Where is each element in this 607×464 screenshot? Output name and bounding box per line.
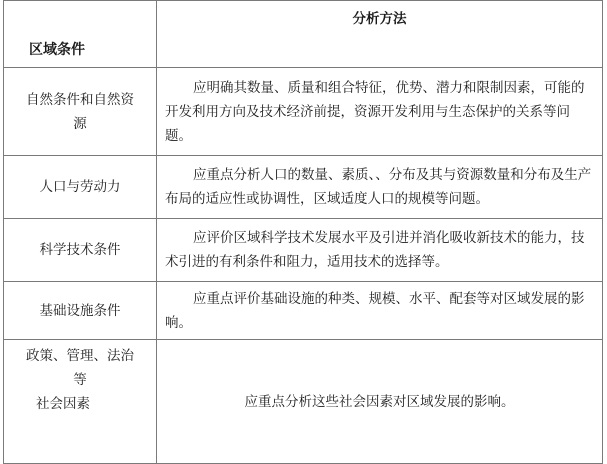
method-cell: 应重点分析人口的数量、素质、、分布及其与资源数量和分布及生产布局的适应性或协调性，区域适度人口的规模等问题。 [157,156,603,219]
condition-line: 源 [73,115,87,132]
method-cell: 应重点评价基础设施的种类、规模、水平、配套等对区域发展的影响。 [157,282,603,340]
header-left-label: 区域条件 [29,42,85,58]
condition-cell: 人口与劳动力 [4,156,157,219]
header-analysis-method: 分析方法 [157,1,603,68]
condition-cell [4,340,157,464]
method-cell: 应重点分析这些社会因素对区域发展的影响。 [157,340,603,464]
table-row [4,282,603,340]
table-row [4,219,603,282]
condition-cell: 基础设施条件 [4,282,157,340]
header-region-conditions [4,1,157,68]
method-cell: 应评价区域科学技术发展水平及引进并消化吸收新技术的能力，技术引进的有利条件和阻力，适用技术的选择等。 [157,219,603,282]
condition-line: 自然条件和自然资 [26,91,134,108]
table-row [4,156,603,219]
table-row [4,340,603,464]
condition-cell [4,68,157,156]
method-cell: 应明确其数量、质量和组合特征，优势、潜力和限制因素，可能的开发利用方向及技术经济前提，资源开发利用与生态保护的关系等问题。 [157,68,603,156]
condition-line: 等 [73,372,87,388]
region-analysis-table [3,0,603,464]
condition-line: 社会因素 [36,396,90,412]
table-row [4,68,603,156]
condition-line: 政策、管理、法治 [26,348,134,364]
table-header-row [4,1,603,68]
condition-cell: 科学技术条件 [4,219,157,282]
